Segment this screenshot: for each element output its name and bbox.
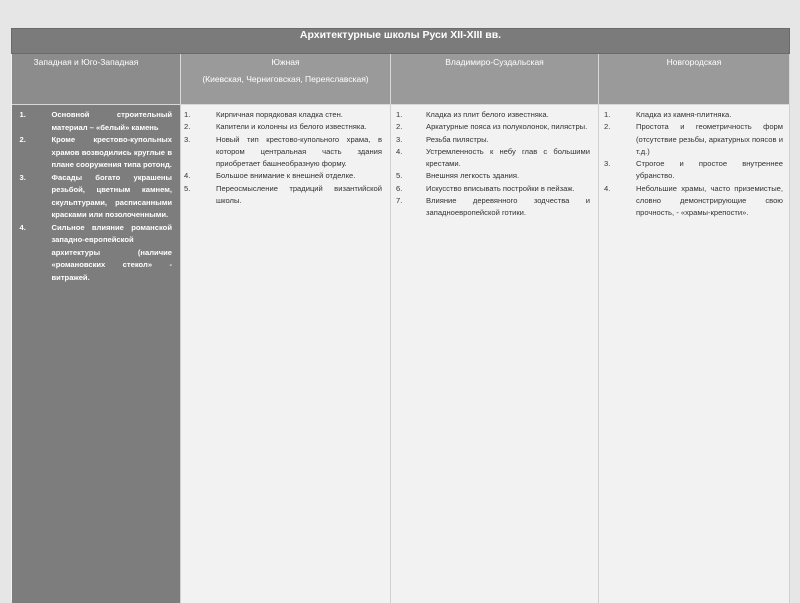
item-text: Аркатурные пояса из полуколонок, пилястры. xyxy=(426,121,590,133)
item-number: 4. xyxy=(184,170,216,182)
header-southern xyxy=(181,54,391,105)
list-item xyxy=(396,195,590,220)
item-number: 3. xyxy=(184,134,216,171)
list-item xyxy=(184,170,382,182)
header-western: Западная и Юго-Западная xyxy=(12,54,181,105)
item-number: 2. xyxy=(20,134,52,172)
item-number: 3. xyxy=(20,172,52,222)
list-item xyxy=(604,183,783,220)
item-number: 1. xyxy=(20,109,52,134)
vladimir-list xyxy=(391,105,598,220)
item-text: Капители и колонны из белого известняка. xyxy=(216,121,382,133)
western-cell xyxy=(12,105,181,603)
item-text: Кроме крестово-купольных храмов возводились круглые в плане сооружения типа ротонд. xyxy=(52,134,173,172)
list-item xyxy=(604,158,783,183)
vladimir-cell xyxy=(391,105,599,603)
header-novgorod: Новгородская xyxy=(599,54,790,105)
item-number: 4. xyxy=(20,222,52,285)
novgorod-cell xyxy=(599,105,790,603)
item-text: Кладка из камня-плитняка. xyxy=(636,109,783,121)
list-item xyxy=(184,109,382,121)
item-number: 5. xyxy=(184,183,216,208)
item-number: 1. xyxy=(396,109,426,121)
list-item xyxy=(396,121,590,133)
list-item xyxy=(396,170,590,182)
item-text: Строгое и простое внутреннее убранство. xyxy=(636,158,783,183)
list-item xyxy=(604,109,783,121)
item-number: 2. xyxy=(396,121,426,133)
header-vladimir: Владимиро-Суздальская xyxy=(391,54,599,105)
item-text: Внешняя легкость здания. xyxy=(426,170,590,182)
list-item xyxy=(604,121,783,158)
item-text: Влияние деревянного зодчества и западноевропейской готики. xyxy=(426,195,590,220)
item-number: 1. xyxy=(604,109,636,121)
southern-list xyxy=(181,105,390,207)
item-text: Кладка из плит белого известняка. xyxy=(426,109,590,121)
item-number: 2. xyxy=(184,121,216,133)
list-item xyxy=(396,183,590,195)
content-row xyxy=(12,105,790,603)
southern-cell xyxy=(181,105,391,603)
list-item xyxy=(396,146,590,171)
item-number: 3. xyxy=(396,134,426,146)
item-text: Основной строительный материал – «белый» камень xyxy=(52,109,173,134)
item-text: Простота и геометричность форм (отсутствие резьбы, аркатурных поясов и т.д.) xyxy=(636,121,783,158)
header-row xyxy=(12,54,790,105)
item-text: Искусство вписывать постройки в пейзаж. xyxy=(426,183,590,195)
novgorod-list xyxy=(599,105,789,220)
list-item xyxy=(20,222,173,285)
header-southern-name: Южная xyxy=(181,54,390,71)
item-text: Сильное влияние романской западно-европейской архитектуры (наличие «романовских стекол» - витражей. xyxy=(52,222,173,285)
title-row xyxy=(12,29,790,54)
item-text: Новый тип крестово-купольного храма, в котором центральная часть здания приобретает башнеобразную форму. xyxy=(216,134,382,171)
list-item xyxy=(184,134,382,171)
item-text: Устремленность к небу глав с большими крестами. xyxy=(426,146,590,171)
item-text: Небольшие храмы, часто приземистые, словно демонстрирующие свою прочность, - «храмы-крепости». xyxy=(636,183,783,220)
item-text: Фасады богато украшены резьбой, цветным камнем, скульптурами, расписанными красками или позолоченными. xyxy=(52,172,173,222)
list-item xyxy=(184,121,382,133)
item-number: 2. xyxy=(604,121,636,158)
list-item xyxy=(20,134,173,172)
list-item xyxy=(184,183,382,208)
item-number: 4. xyxy=(396,146,426,171)
item-text: Переосмысление традиций византийской школы. xyxy=(216,183,382,208)
item-number: 4. xyxy=(604,183,636,220)
item-text: Большое внимание к внешней отделке. xyxy=(216,170,382,182)
item-number: 6. xyxy=(396,183,426,195)
item-number: 3. xyxy=(604,158,636,183)
architecture-schools-table xyxy=(11,28,790,603)
header-southern-sub: (Киевская, Черниговская, Переяславская) xyxy=(181,71,390,88)
item-number: 5. xyxy=(396,170,426,182)
item-number: 7. xyxy=(396,195,426,220)
list-item xyxy=(396,109,590,121)
item-text: Резьба пилястры. xyxy=(426,134,590,146)
item-number: 1. xyxy=(184,109,216,121)
list-item xyxy=(20,109,173,134)
list-item xyxy=(396,134,590,146)
list-item xyxy=(20,172,173,222)
western-list xyxy=(12,105,181,284)
item-text: Кирпичная порядковая кладка стен. xyxy=(216,109,382,121)
table-title: Архитектурные школы Руси XII-XIII вв. xyxy=(12,29,790,54)
